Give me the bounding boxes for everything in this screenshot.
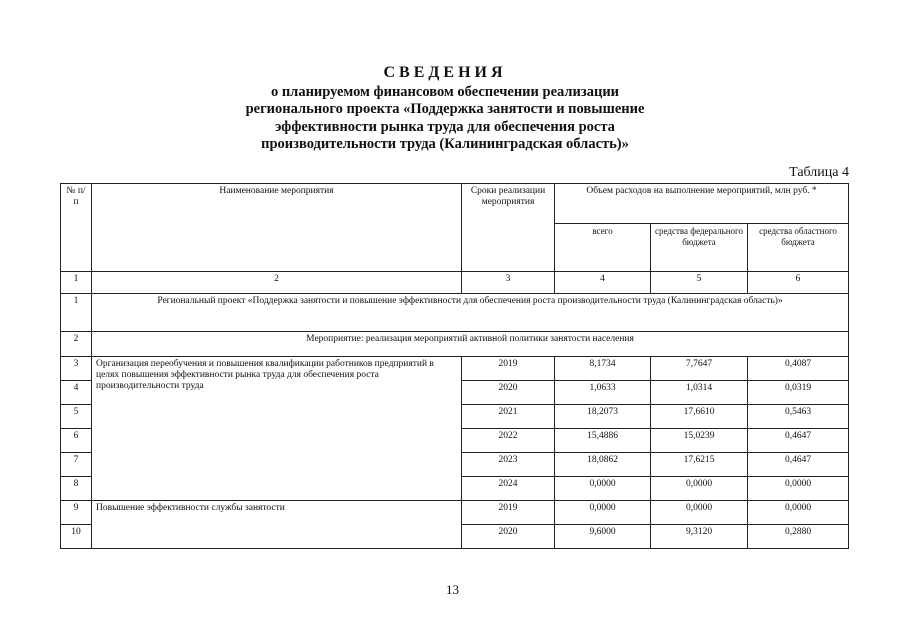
year-cell: 2019 xyxy=(462,501,555,525)
regional-cell: 0,4647 xyxy=(748,453,849,477)
year-cell: 2020 xyxy=(462,381,555,405)
total-cell: 8,1734 xyxy=(555,357,651,381)
heading-line: о планируемом финансовом обеспечении реализации xyxy=(270,83,620,100)
row-number: 2 xyxy=(61,332,92,357)
column-number: 3 xyxy=(462,272,555,294)
header-period: Сроки реализации мероприятия xyxy=(462,184,555,272)
year-cell: 2024 xyxy=(462,477,555,501)
row-number: 10 xyxy=(61,525,92,549)
total-cell: 18,2073 xyxy=(555,405,651,429)
federal-cell: 9,3120 xyxy=(651,525,748,549)
regional-cell: 0,4647 xyxy=(748,429,849,453)
row-number: 4 xyxy=(61,381,92,405)
document-heading xyxy=(150,64,740,154)
row-number: 3 xyxy=(61,357,92,381)
page-number: 13 xyxy=(446,582,459,597)
heading-title: СВЕДЕНИЯ xyxy=(383,64,507,81)
column-number: 5 xyxy=(651,272,748,294)
table-label: Таблица 4 xyxy=(789,165,849,180)
federal-cell: 0,0000 xyxy=(651,477,748,501)
column-number: 6 xyxy=(748,272,849,294)
regional-cell: 0,2880 xyxy=(748,525,849,549)
row-number: 6 xyxy=(61,429,92,453)
header-regional: средства областного бюджета xyxy=(748,224,849,272)
regional-cell: 0,4087 xyxy=(748,357,849,381)
measure-title: Мероприятие: реализация мероприятий активной политики занятости населения xyxy=(92,332,849,357)
row-number: 1 xyxy=(61,294,92,332)
regional-cell: 0,0000 xyxy=(748,477,849,501)
total-cell: 18,0862 xyxy=(555,453,651,477)
total-cell: 9,6000 xyxy=(555,525,651,549)
total-cell: 15,4886 xyxy=(555,429,651,453)
column-number: 2 xyxy=(92,272,462,294)
financing-table xyxy=(60,183,849,549)
row-number: 7 xyxy=(61,453,92,477)
federal-cell: 0,0000 xyxy=(651,501,748,525)
header-volume: Объем расходов на выполнение мероприятий, млн руб. * xyxy=(555,184,849,224)
federal-cell: 17,6610 xyxy=(651,405,748,429)
activity-name: Организация переобучения и повышения квалификации работников предприятий в целях повышения эффективности рынка труда для обеспечения роста производительности труда xyxy=(92,357,462,501)
year-cell: 2020 xyxy=(462,525,555,549)
row-number: 5 xyxy=(61,405,92,429)
federal-cell: 17,6215 xyxy=(651,453,748,477)
total-cell: 0,0000 xyxy=(555,501,651,525)
column-number: 1 xyxy=(61,272,92,294)
heading-line: регионального проекта «Поддержка занятости и повышение xyxy=(245,101,645,117)
heading-line: эффективности рынка труда для обеспечения роста xyxy=(275,118,615,135)
header-name: Наименование мероприятия xyxy=(92,184,462,272)
header-number: № п/п xyxy=(61,184,92,272)
federal-cell: 15,0239 xyxy=(651,429,748,453)
regional-cell: 0,5463 xyxy=(748,405,849,429)
total-cell: 1,0633 xyxy=(555,381,651,405)
regional-cell: 0,0000 xyxy=(748,501,849,525)
year-cell: 2023 xyxy=(462,453,555,477)
row-number: 8 xyxy=(61,477,92,501)
column-number: 4 xyxy=(555,272,651,294)
header-total: всего xyxy=(555,224,651,272)
activity-name: Повышение эффективности службы занятости xyxy=(92,501,462,549)
heading-line: производительности труда (Калининградская область)» xyxy=(261,136,629,152)
total-cell: 0,0000 xyxy=(555,477,651,501)
year-cell: 2022 xyxy=(462,429,555,453)
federal-cell: 7,7647 xyxy=(651,357,748,381)
year-cell: 2019 xyxy=(462,357,555,381)
year-cell: 2021 xyxy=(462,405,555,429)
regional-cell: 0,0319 xyxy=(748,381,849,405)
project-title: Региональный проект «Поддержка занятости и повышение эффективности для обеспечения роста производительности труда (Калининградская область)» xyxy=(92,294,849,332)
row-number: 9 xyxy=(61,501,92,525)
header-federal: средства федерального бюджета xyxy=(651,224,748,272)
federal-cell: 1,0314 xyxy=(651,381,748,405)
